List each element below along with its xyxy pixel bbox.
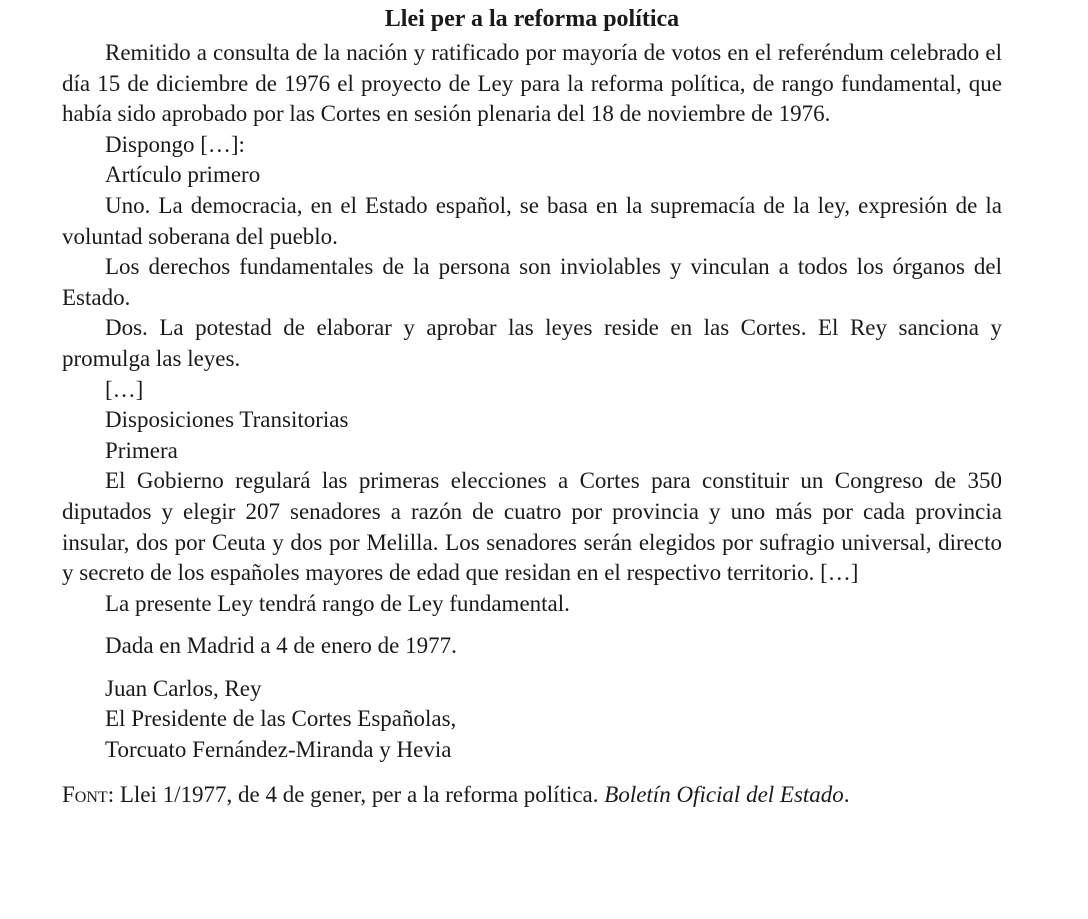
source-note bbox=[62, 780, 1002, 810]
signature-president-name: Torcuato Fernández-Miranda y Hevia bbox=[105, 737, 452, 763]
fundamental-law-line: La presente Ley tendrá rango de Ley fundamental. bbox=[105, 590, 570, 616]
source-journal: Boletín Oficial del Estado bbox=[604, 781, 844, 807]
article-heading: Artículo primero bbox=[105, 162, 261, 188]
source-label: Font bbox=[62, 781, 108, 807]
rights-paragraph: Los derechos fundamentales de la persona son inviolables y vinculan a todos los órganos del Estado. bbox=[62, 254, 1002, 310]
government-paragraph: El Gobierno regulará las primeras elecciones a Cortes para constituir un Congreso de 350 diputados y elegir 207 senadores a razón de cuatro por provincia y uno más por cada provincia insular, dos por Ceuta y dos por Melilla. Los senadores serán elegidos por sufragio universal, directo y secreto de los españoles mayores de edad que residan en el respectivo territorio. […] bbox=[62, 468, 1002, 586]
first-heading: Primera bbox=[105, 437, 178, 463]
intro-paragraph: Remitido a consulta de la nación y ratificado por mayoría de votos en el referéndum celebrado el día 15 de diciembre de 1976 el proyecto de Ley para la reforma política, de rango fundamental, que había sido aprobado por las Cortes en sesión plenaria del 18 de noviembre de 1976. bbox=[62, 40, 1002, 127]
document-page bbox=[62, 0, 1002, 810]
signature-president-title: El Presidente de las Cortes Españolas, bbox=[105, 706, 457, 732]
signature-king: Juan Carlos, Rey bbox=[105, 675, 262, 701]
source-text: : Llei 1/1977, de 4 de gener, per a la reforma política. bbox=[107, 781, 605, 807]
ellipsis-line: […] bbox=[105, 376, 144, 402]
article-two-paragraph: Dos. La potestad de elaborar y aprobar las leyes reside en las Cortes. El Rey sanciona y promulga las leyes. bbox=[62, 315, 1002, 371]
dispongo-line: Dispongo […]: bbox=[105, 131, 245, 157]
document-title: Llei per a la reforma política bbox=[384, 6, 680, 32]
source-end: . bbox=[843, 781, 850, 807]
date-line: Dada en Madrid a 4 de enero de 1977. bbox=[105, 633, 457, 659]
transitional-heading: Disposiciones Transitorias bbox=[105, 407, 349, 433]
article-one-paragraph: Uno. La democracia, en el Estado español, se basa en la supremacía de la ley, expresión de la voluntad soberana del pueblo. bbox=[62, 192, 1002, 249]
